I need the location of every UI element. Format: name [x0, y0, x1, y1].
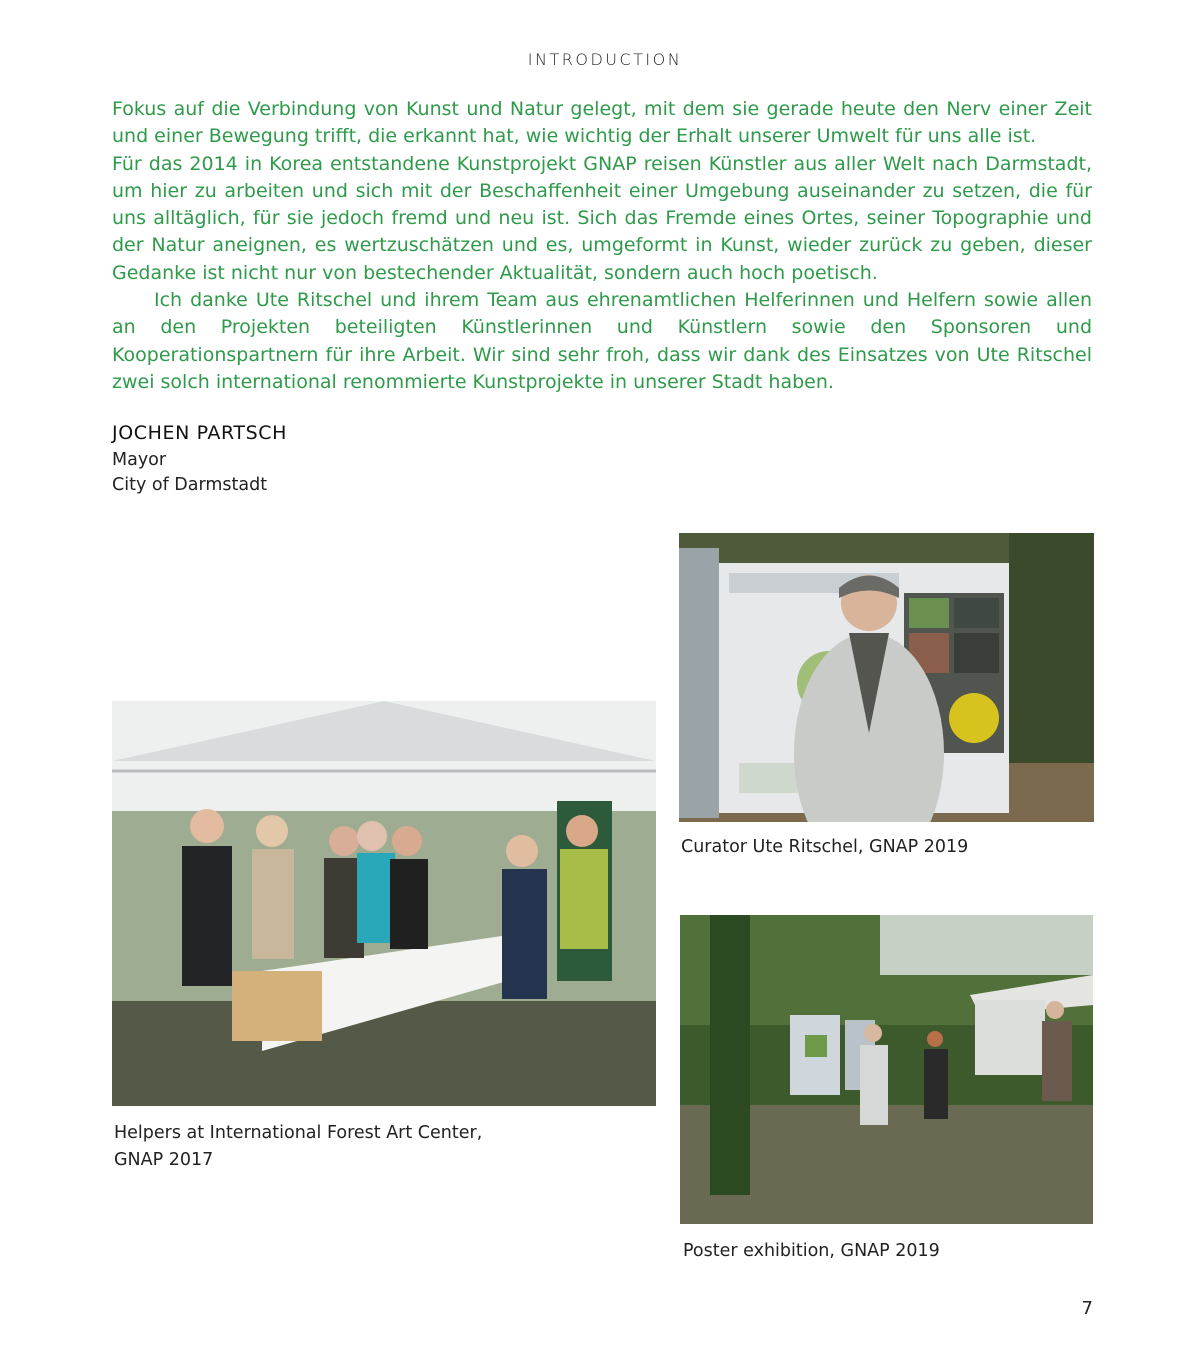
author-title: Mayor: [112, 450, 167, 470]
paragraph-3: Ich danke Ute Ritschel und ihrem Team aus ehrenamtlichen Helferinnen und Helfern sowie allen an den Projekten beteiligten Künstlerinnen und Künstlern sowie den Sponsoren und Kooperationspartnern für ihre Arbeit. Wir sind sehr froh, dass wir dank des Einsatzes von Ute Ritschel zwei solch international renommierte Kunstprojekte in unserer Stadt haben.: [112, 289, 1092, 393]
curator-caption: Curator Ute Ritschel, GNAP 2019: [681, 837, 969, 857]
author-name: JOCHEN PARTSCH: [112, 422, 288, 444]
paragraph-2: Für das 2014 in Korea entstandene Kunstprojekt GNAP reisen Künstler aus aller Welt nach Darmstadt, um hier zu arbeiten und sich mit der Beschaffenheit einer Umgebung auseinander zu setzen, die für uns alltäglich, für sie jedoch fremd und neu ist. Sich das Fremde eines Ortes, seiner Topographie und der Natur aneignen, es wertzuschätzen und es, umgeformt in Kunst, wieder zurück zu geben, dieser Gedanke ist nicht nur von bestechender Aktualität, sondern auch hoch poetisch.: [112, 152, 1092, 284]
page-number: 7: [1081, 1298, 1093, 1319]
curator-photo-illustration: [679, 533, 1094, 822]
curator-photo: [679, 533, 1094, 822]
paragraph-1: Fokus auf die Verbindung von Kunst und Natur gelegt, mit dem sie gerade heute den Nerv einer Zeit und einer Bewegung trifft, die erkannt hat, wie wichtig der Erhalt unserer Umwelt für uns alle ist.: [112, 98, 1092, 148]
poster-photo: [680, 915, 1093, 1224]
poster-photo-illustration: [680, 915, 1093, 1224]
helpers-caption-line-2: GNAP 2017: [114, 1150, 214, 1170]
helpers-caption: [114, 1120, 482, 1174]
helpers-photo-illustration: [112, 701, 656, 1106]
helpers-photo: [112, 701, 656, 1106]
intro-text: [112, 96, 1092, 396]
poster-caption: Poster exhibition, GNAP 2019: [683, 1241, 940, 1261]
section-header: INTRODUCTION: [527, 50, 683, 69]
author-organization: City of Darmstadt: [112, 475, 268, 495]
helpers-caption-line-1: Helpers at International Forest Art Center,: [114, 1123, 483, 1143]
author-signature: [112, 422, 287, 498]
